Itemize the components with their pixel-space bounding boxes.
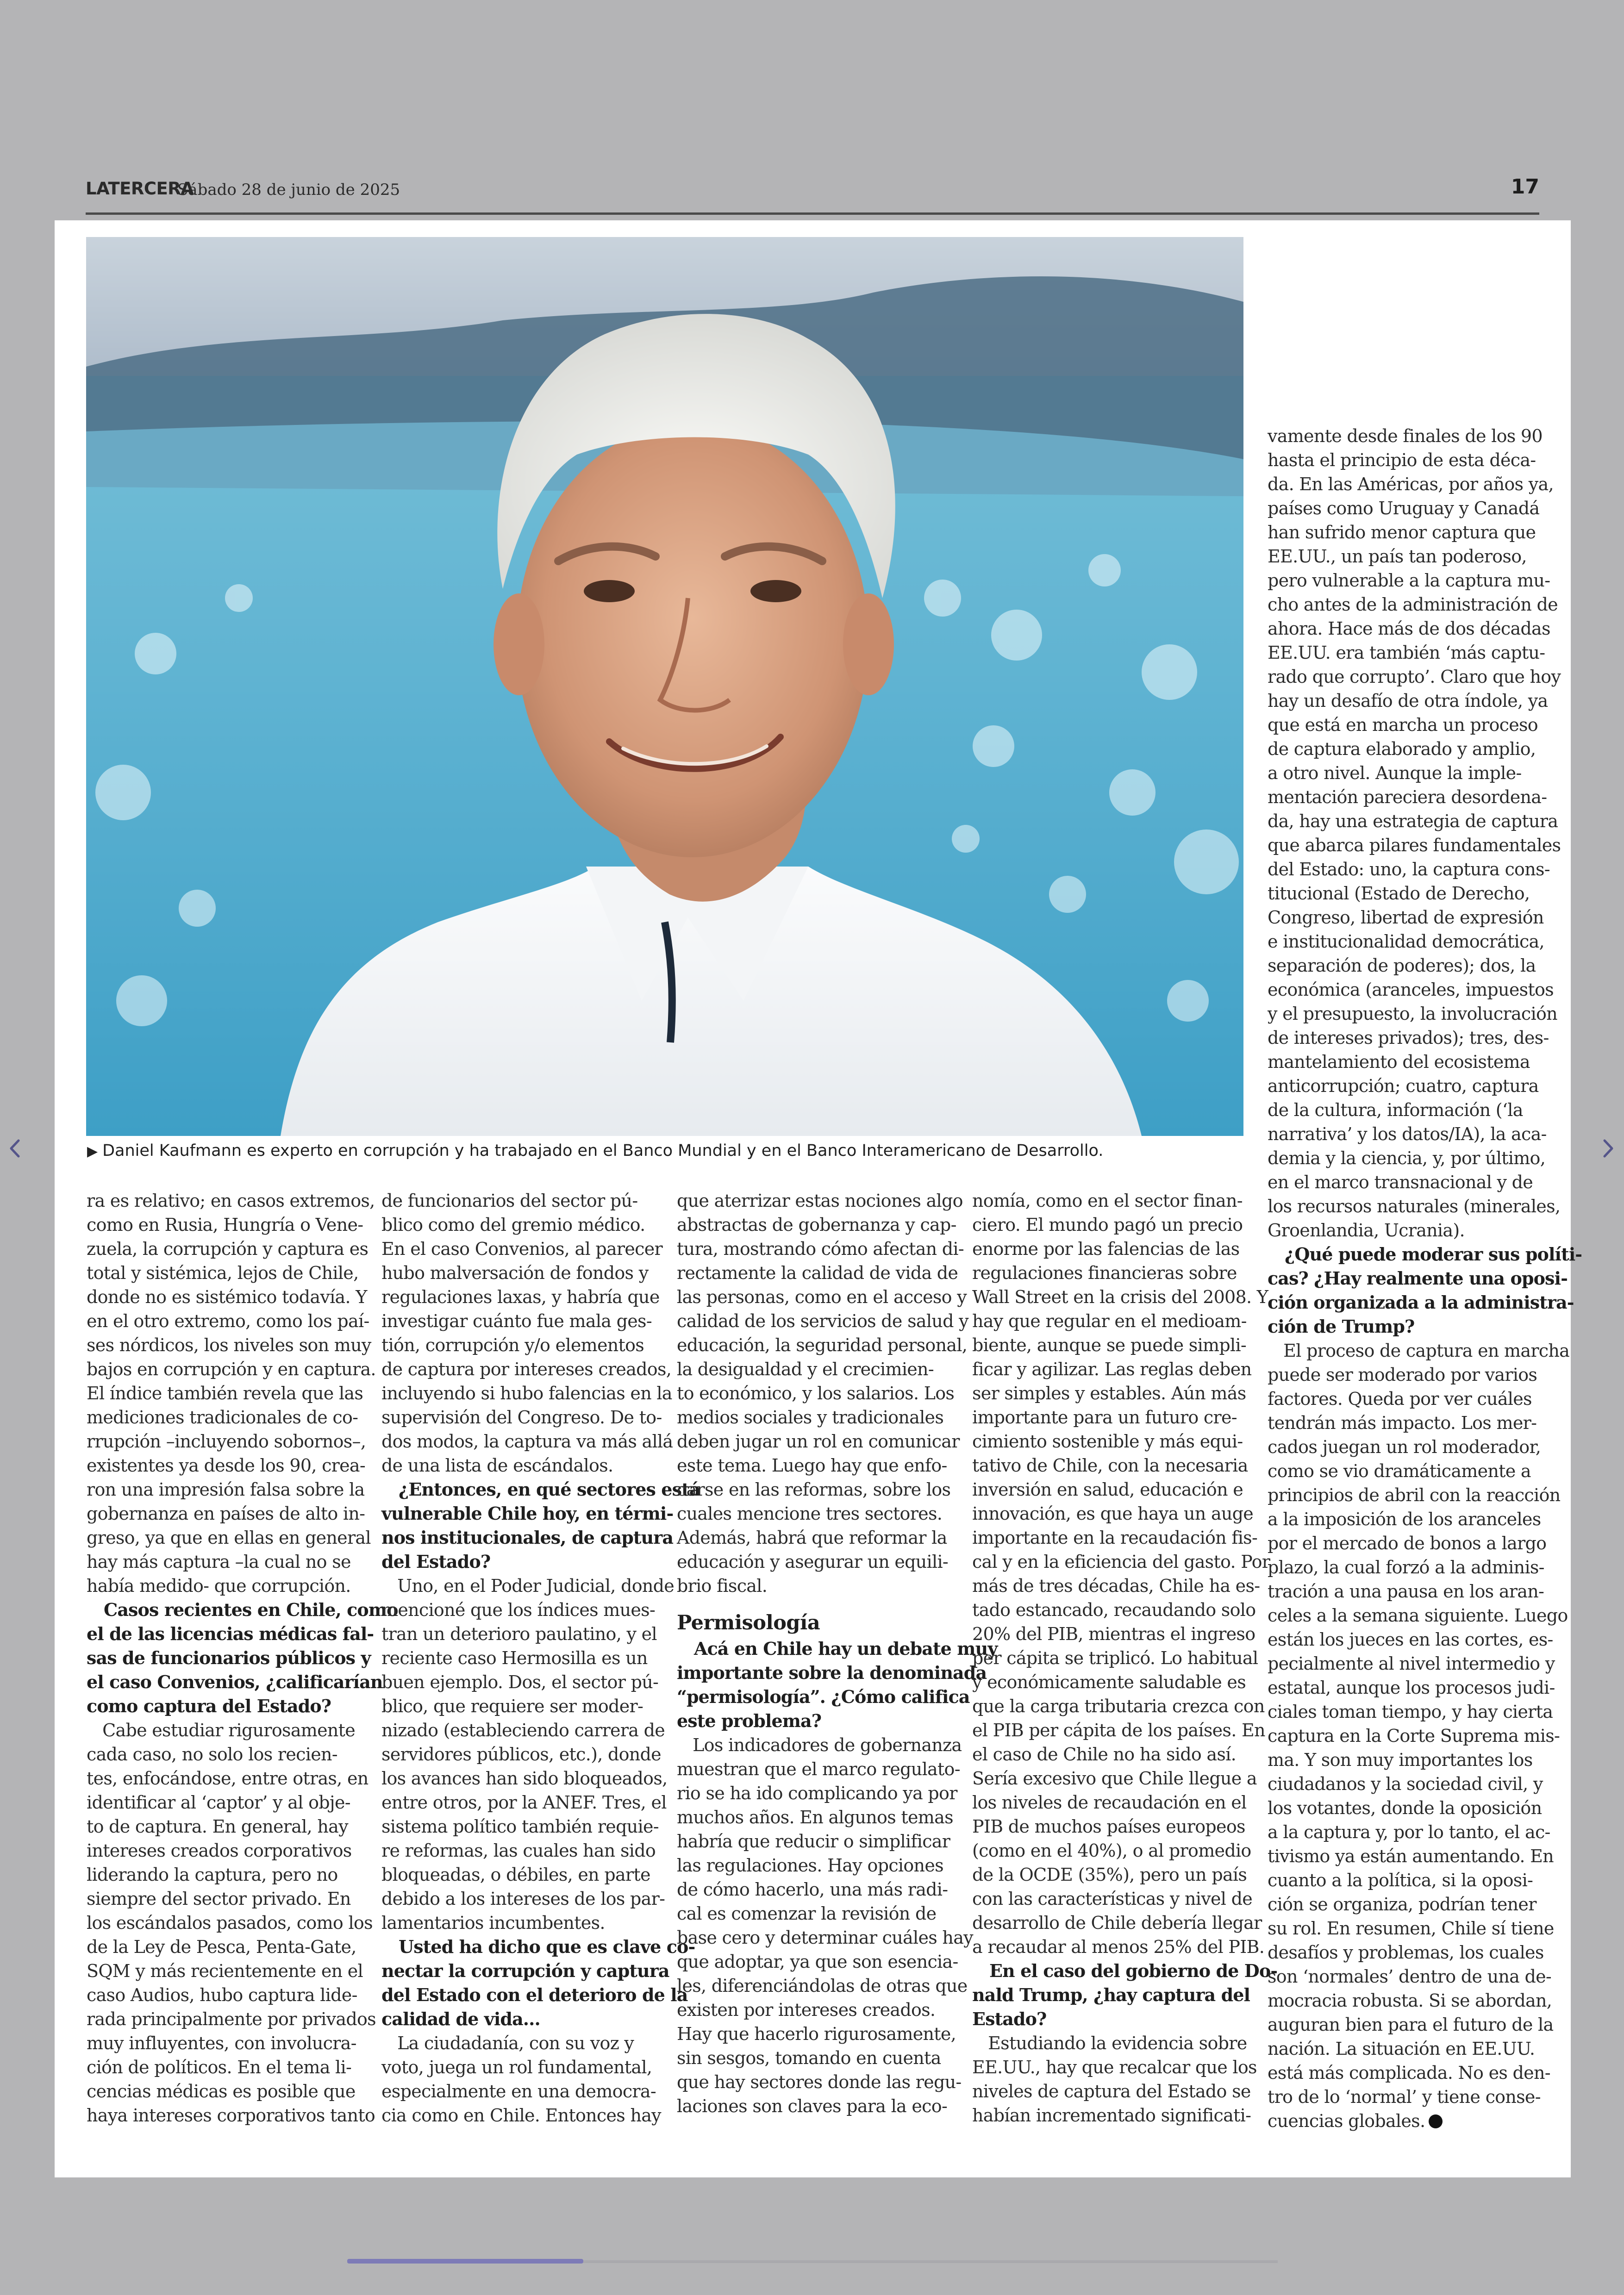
interview-question-line: “permisología”. ¿Cómo califica [677,1686,970,1707]
article-text-line: cia como en Chile. Entonces hay [381,2105,661,2126]
article-text-line: liderando la captura, pero no [87,1865,338,1885]
article-text-line: a otro nivel. Aunque la imple- [1268,763,1522,783]
article-text-line: PIB de muchos países europeos [972,1816,1245,1837]
article-text-line: captura en la Corte Suprema mis- [1268,1726,1560,1746]
article-text-line: los votantes, donde la oposición [1268,1798,1542,1818]
article-text-line: los recursos naturales (minerales, [1268,1196,1561,1216]
article-text-line: 20% del PIB, mientras el ingreso [972,1624,1255,1644]
article-text-line: más de tres décadas, Chile ha es- [972,1576,1260,1596]
article-text-line: en el otro extremo, como los paí- [87,1311,369,1331]
interview-question-line: importante sobre la denominada [677,1662,987,1683]
interview-question-line: del Estado con el deterioro de la [381,1984,688,2005]
interview-question-line: ¿Entonces, en qué sectores está [381,1479,700,1500]
article-text-line: del Estado: uno, la captura cons- [1268,859,1550,879]
article-text-line: los avances han sido bloqueados, [381,1768,668,1789]
article-text-line: de la cultura, información (‘la [1268,1100,1523,1120]
article-text-line: da, hay una estrategia de captura [1268,811,1558,831]
article-text-line: que la carga tributaria crezca con [972,1696,1265,1716]
article-text-line: cuales mencione tres sectores. [677,1503,943,1524]
article-text-line: cimiento sostenible y más equi- [972,1431,1243,1452]
article-text-line: auguran bien para el futuro de la [1268,2014,1554,2035]
article-text-line: los escándalos pasados, como los [87,1913,373,1933]
article-text-line: reciente caso Hermosilla es un [381,1648,648,1668]
article-column-1 [87,1189,398,2127]
article-text-line: EE.UU., un país tan poderoso, [1268,546,1527,567]
article-text-line: supervisión del Congreso. De to- [381,1407,662,1428]
article-text-line: y económicamente saludable es [972,1672,1246,1692]
article-text-line: brio fiscal. [677,1576,768,1596]
article-text-line: educación, la seguridad personal, [677,1335,968,1355]
article-text-line: calidad de los servicios de salud y [677,1311,968,1331]
article-text-line: desafíos y problemas, los cuales [1268,1942,1544,1963]
article-text-line: Además, habrá que reformar la [677,1528,947,1548]
article-text-line: rectamente la calidad de vida de [677,1263,958,1283]
article-text-line: caso Audios, hubo captura lide- [87,1985,357,2005]
article-text-line: la desigualdad y el crecimien- [677,1359,934,1379]
article-text-line: de una lista de escándalos. [381,1455,613,1476]
article-text-line: regulaciones laxas, y habría que [381,1287,660,1307]
article-text-line: las personas, como en el acceso y [677,1287,967,1307]
article-text-line: ses nórdicos, los niveles son muy [87,1335,371,1355]
article-text-line: cuanto a la política, si la oposi- [1268,1870,1533,1890]
article-text-line: rrupción –incluyendo sobornos–, [87,1431,366,1452]
article-text-line: nomía, como en el sector finan- [972,1191,1243,1211]
article-text-line: tran un deterioro paulatino, y el [381,1624,657,1644]
article-text-line: investigar cuánto fue mala ges- [381,1311,652,1331]
article-text-line: ciero. El mundo pagó un precio [972,1215,1243,1235]
article-text-line: que aterrizar estas nociones algo [677,1191,963,1211]
article-text-line: blico como del gremio médico. [381,1215,645,1235]
article-text-line: tión, corrupción y/o elementos [381,1335,644,1355]
article-text-line: hay más captura –la cual no se [87,1552,351,1572]
interview-question-line: Casos recientes en Chile, como [87,1599,398,1620]
article-text-line: como en Rusia, Hungría o Vene- [87,1215,363,1235]
article-text-line: hay un desafío de otra índole, ya [1268,691,1548,711]
caption-marker: ▶ [87,1143,98,1160]
article-text-line: ser simples y estables. Aún más [972,1383,1246,1403]
article-text-line: el caso de Chile no ha sido así. [972,1744,1236,1765]
interview-question-line: sas de funcionarios públicos y [87,1647,371,1668]
article-text-line: importante en la recaudación fis- [972,1528,1258,1548]
article-text-line: con las características y nivel de [972,1889,1253,1909]
interview-question-line: vulnerable Chile hoy, en térmi- [381,1503,674,1524]
article-text-line: servidores públicos, etc.), donde [381,1744,661,1765]
article-text-line: ahora. Hace más de dos décadas [1268,618,1550,639]
article-text-line: nación. La situación en EE.UU. [1268,2039,1535,2059]
article-text-line: entre otros, por la ANEF. Tres, el [381,1792,667,1813]
article-text-line: titucional (Estado de Derecho, [1268,883,1530,904]
chevron-left-icon [5,1132,25,1165]
article-text-line: blico, que requiere ser moder- [381,1696,643,1716]
interview-question-line: nald Trump, ¿hay captura del [972,1984,1250,2005]
article-text-line: identificar al ‘captor’ y al obje- [87,1792,350,1813]
interview-question-line: este problema? [677,1710,822,1731]
article-text-line: ma. Y son muy importantes los [1268,1750,1533,1770]
article-text-line: deben jugar un rol en comunicar [677,1431,960,1452]
next-page-button[interactable] [1598,1132,1618,1165]
article-text-line [677,1598,955,1603]
article-text-line: La ciudadanía, con su voz y [381,2033,634,2053]
article-text-line: Estudiando la evidencia sobre [972,2033,1247,2053]
article-text-line: en el marco transnacional y de [1268,1172,1533,1192]
article-text-line: tado estancado, recaudando solo [972,1600,1256,1620]
article-text-line: Hay que hacerlo rigurosamente, [677,2024,956,2044]
article-text-line: hay que regular en el medioam- [972,1311,1247,1331]
article-text-line: haya intereses corporativos tanto [87,2105,375,2126]
article-text-line: que está en marcha un proceso [1268,715,1538,735]
article-text-line: siempre del sector privado. En [87,1889,351,1909]
interview-question-line: Estado? [972,2008,1047,2029]
interview-question-line: cas? ¿Hay realmente una oposi- [1268,1268,1568,1289]
article-text-line: niveles de captura del Estado se [972,2081,1251,2102]
article-text-line: plazo, la cual forzó a la adminis- [1268,1557,1544,1578]
article-text-line: abstractas de gobernanza y cap- [677,1215,956,1235]
article-text-line: ciales toman tiempo, y hay cierta [1268,1702,1553,1722]
article-text-line: de cómo hacerlo, una más radi- [677,1879,948,1900]
article-text-line: inversión en salud, educación e [972,1479,1243,1500]
article-text-line: narrativa’ y los datos/IA), la aca- [1268,1124,1547,1144]
article-text-line: económica (aranceles, impuestos [1268,979,1554,1000]
article-text-line: cados juegan un rol moderador, [1268,1437,1541,1457]
article-text-line: rado que corrupto’. Claro que hoy [1268,667,1561,687]
article-text-line: existen por intereses creados. [677,2000,936,2020]
interview-question-line: calidad de vida... [381,2008,540,2029]
article-text-line: este tema. Luego hay que enfo- [677,1455,947,1476]
article-text-line: ficar y agilizar. Las reglas deben [972,1359,1252,1379]
article-column-5 [1268,424,1582,2133]
article-text-line: bajos en corrupción y en captura. [87,1359,376,1379]
article-text-line: debido a los intereses de los par- [381,1889,665,1909]
article-text-line: ción se organiza, podrían tener [1268,1894,1537,1915]
article-text-line: cada caso, no solo los recien- [87,1744,337,1765]
article-text-line: muchos años. En algunos temas [677,1807,953,1827]
article-text-line: ciudadanos y la sociedad civil, y [1268,1774,1543,1794]
article-text-line: El proceso de captura en marcha [1268,1341,1570,1361]
article-text-line: existentes ya desde los 90, crea- [87,1455,366,1476]
article-text-line: de intereses privados); tres, des- [1268,1028,1549,1048]
article-text-line: innovación, es que haya un auge [972,1503,1254,1524]
interview-question-line: el caso Convenios, ¿calificarían [87,1671,383,1692]
article-text-line: dos modos, la captura va más allá [381,1431,673,1452]
article-text-line: hasta el principio de esta déca- [1268,450,1536,470]
interview-question-line: nectar la corrupción y captura [381,1960,669,1981]
article-text-line: ra es relativo; en casos extremos, [87,1191,375,1211]
article-text-line: En el caso Convenios, al parecer [381,1239,663,1259]
article-text-line: laciones son claves para la eco- [677,2096,948,2116]
article-text-line: factores. Queda por ver cuáles [1268,1389,1532,1409]
article-text-line: ron una impresión falsa sobre la [87,1479,365,1500]
article-text-line: per cápita se triplicó. Lo habitual [972,1648,1258,1668]
article-text-line: los niveles de recaudación en el [972,1792,1247,1813]
article-text-line: tativo de Chile, con la necesaria [972,1455,1248,1476]
article-text-line: son ‘normales’ dentro de una de- [1268,1966,1552,1987]
article-text-line: desarrollo de Chile debería llegar [972,1913,1262,1933]
article-text-line: cal y en la eficiencia del gasto. Por [972,1552,1270,1572]
article-text-line: a la captura y, por lo tanto, el ac- [1268,1822,1550,1842]
article-text-line: de funcionarios del sector pú- [381,1191,638,1211]
article-text-line: vamente desde finales de los 90 [1268,426,1543,446]
caption-text: Daniel Kaufmann es experto en corrupción y ha trabajado en el Banco Mundial y en el Banco Interamericano de Desarrollo. [102,1141,1104,1160]
article-text-line: mantelamiento del ecosistema [1268,1052,1530,1072]
article-text-line: Congreso, libertad de expresión [1268,907,1544,928]
article-text-line: mentación pareciera desordena- [1268,787,1547,807]
article-text-line: pero vulnerable a la captura mu- [1268,570,1550,591]
article-text-line: las regulaciones. Hay opciones [677,1855,943,1876]
article-text-line: y el presupuesto, la involucración [1268,1004,1557,1024]
article-text-line: había medido- que corrupción. [87,1576,351,1596]
article-column-2 [381,1189,700,2127]
article-text-line: gobernanza en países de alto in- [87,1503,365,1524]
article-text-line: rio se ha ido complicando ya por [677,1783,957,1803]
article-text-line: que abarca pilares fundamentales [1268,835,1561,855]
article-text-line: están los jueces en las cortes, es- [1268,1629,1553,1650]
article-text-line: zuela, la corrupción y captura es [87,1239,369,1259]
article-text-line: mencioné que los índices mues- [381,1600,656,1620]
article-text-line: carse en las reformas, sobre los [677,1479,951,1500]
article-text-line: de la Ley de Pesca, Penta-Gate, [87,1937,356,1957]
article-text-line: como se vio dramáticamente a [1268,1461,1531,1481]
interview-question-line: En el caso del gobierno de Do- [972,1960,1278,1981]
article-text-line: incluyendo si hubo falencias en la [381,1383,672,1403]
article-text-line: re reformas, las cuales han sido [381,1840,656,1861]
article-text-line: el PIB per cápita de los países. En [972,1720,1265,1740]
article-text-line: base cero y determinar cuáles hay [677,1927,973,1948]
article-text-line: enorme por las falencias de las [972,1239,1240,1259]
article-text-line: pecialmente al nivel intermedio y [1268,1653,1555,1674]
article-text-line: a la imposición de los aranceles [1268,1509,1541,1529]
article-text-line: (como en el 40%), o al promedio [972,1840,1251,1861]
article-text-line: puede ser moderado por varios [1268,1365,1537,1385]
interview-question-line: ción de Trump? [1268,1316,1415,1337]
interview-question-line: nos institucionales, de captura [381,1527,674,1548]
article-text-line: celes a la semana siguiente. Luego [1268,1605,1568,1626]
article-text-line: han sufrido menor captura que [1268,522,1536,543]
article-text-line: por el mercado de bonos a largo [1268,1533,1547,1553]
article-text-line: muy influyentes, con involucra- [87,2033,356,2053]
article-text-line: intereses creados corporativos [87,1840,352,1861]
page-scrollbar-thumb[interactable] [347,2259,583,2264]
article-text-line: estatal, aunque los procesos judi- [1268,1678,1555,1698]
article-text-line: voto, juega un rol fundamental, [381,2057,652,2077]
article-text-line: sin sesgos, tomando en cuenta [677,2048,941,2068]
article-text-line: de la OCDE (35%), pero un país [972,1865,1247,1885]
article-text-line: donde no es sistémico todavía. Y [87,1287,367,1307]
article-text-line: medios sociales y tradicionales [677,1407,944,1428]
interview-question-line: el de las licencias médicas fal- [87,1623,374,1644]
portrait-illustration [86,237,1243,1136]
interview-question-line: Usted ha dicho que es clave co- [381,1936,695,1957]
article-text-line: total y sistémica, lejos de Chile, [87,1263,359,1283]
article-text-line: ción de políticos. En el tema li- [87,2057,352,2077]
article-text-line: rada principalmente por privados [87,2009,376,2029]
interview-question-line: ¿Qué puede moderar sus políti- [1268,1244,1582,1265]
article-text-line: da. En las Américas, por años ya, [1268,474,1554,494]
article-text-line: habían incrementado significati- [972,2105,1251,2126]
article-text-line: EE.UU. era también ‘más captu- [1268,642,1545,663]
previous-page-button[interactable] [5,1132,25,1165]
article-text-line: sistema político también requie- [381,1816,659,1837]
article-text-line: El índice también revela que las [87,1383,363,1403]
article-text-line: anticorrupción; cuatro, captura [1268,1076,1539,1096]
article-text-line: separación de poderes); dos, la [1268,955,1536,976]
article-text-line: lamentarios incumbentes. [381,1913,605,1933]
article-text-line: cuencias globales. [1268,2109,1545,2133]
article-text-line: demia y la ciencia, y, por último, [1268,1148,1546,1168]
article-text-line: importante para un futuro cre- [972,1407,1237,1428]
article-text-line: cho antes de la administración de [1268,594,1558,615]
interview-question-line: Acá en Chile hay un debate muy [677,1638,998,1659]
article-text-line: to de captura. En general, hay [87,1816,348,1837]
article-text-line: to económico, y los salarios. Los [677,1383,955,1403]
article-text-line: tración a una pausa en los aran- [1268,1581,1544,1602]
article-text-line: hubo malversación de fondos y [381,1263,649,1283]
article-text-line: regulaciones financieras sobre [972,1263,1237,1283]
article-text-line: de captura por intereses creados, [381,1359,672,1379]
newspaper-brand: LATERCERA [86,179,194,199]
chevron-right-icon [1598,1132,1618,1165]
article-column-4 [972,1189,1278,2127]
article-text-line: principios de abril con la reacción [1268,1485,1561,1505]
article-text-line: Sería excesivo que Chile llegue a [972,1768,1257,1789]
article-text-line: tura, mostrando cómo afectan di- [677,1239,964,1259]
article-text-line: de captura elaborado y amplio, [1268,739,1536,759]
photo-caption [87,1141,1244,1169]
interview-question-line: del Estado? [381,1551,491,1572]
article-text-line: tendrán más impacto. Los mer- [1268,1413,1537,1433]
article-text-line: países como Uruguay y Canadá [1268,498,1540,518]
article-text-line: Los indicadores de gobernanza [677,1735,962,1755]
section-heading: Permisología [677,1611,820,1634]
end-of-article-mark [1429,2114,1443,2128]
page-number: 17 [1511,175,1539,199]
article-text-line: Cabe estudiar rigurosamente [87,1720,356,1740]
article-text-line: nizado (estableciendo carrera de [381,1720,665,1740]
article-text-line: a recaudar al menos 25% del PIB. [972,1937,1265,1957]
article-text-line: bloqueadas, o débiles, en parte [381,1865,650,1885]
article-text-line: buen ejemplo. Dos, el sector pú- [381,1672,659,1692]
article-text-line: está más complicada. No es den- [1268,2063,1550,2083]
article-text-line: Wall Street en la crisis del 2008. Y [972,1287,1268,1307]
article-text-line: cencias médicas es posible que [87,2081,356,2102]
article-text-line: que adoptar, ya que son esencia- [677,1952,958,1972]
article-text-line: SQM y más recientemente en el [87,1961,363,1981]
article-text-line: que hay sectores donde las regu- [677,2072,962,2092]
article-text-line: habría que reducir o simplificar [677,1831,950,1852]
article-text-line: les, diferenciándolas de otras que [677,1976,968,1996]
article-text-line: mocracia robusta. Si se abordan, [1268,1990,1552,2011]
article-text-line: su rol. En resumen, Chile sí tiene [1268,1918,1554,1939]
article-column-3 [677,1189,998,2118]
portrait-photo [86,237,1243,1136]
issue-date: Sábado 28 de junio de 2025 [177,181,400,199]
interview-question-line: como captura del Estado? [87,1696,331,1716]
article-text-line: greso, ya que en ellas en general [87,1528,371,1548]
article-text-line: educación y asegurar un equili- [677,1552,949,1572]
article-text-line: Groenlandia, Ucrania). [1268,1220,1465,1241]
article-text-line: muestran que el marco regulato- [677,1759,960,1779]
article-text-line: tivismo ya están aumentando. En [1268,1846,1554,1866]
page-header [86,175,1539,215]
article-text-line: tro de lo ‘normal’ y tiene conse- [1268,2087,1541,2107]
article-text-line: EE.UU., hay que recalcar que los [972,2057,1257,2077]
article-text-line: Uno, en el Poder Judicial, donde [381,1576,675,1596]
article-text-line: cal es comenzar la revisión de [677,1903,937,1924]
article-text-line: mediciones tradicionales de co- [87,1407,358,1428]
interview-question-line: ción organizada a la administra- [1268,1292,1574,1313]
article-text-line: especialmente en una democra- [381,2081,656,2102]
newspaper-page [55,220,1582,2177]
article-text-line: biente, aunque se puede simpli- [972,1335,1247,1355]
article-text-line: e institucionalidad democrática, [1268,931,1544,952]
article-text-line: tes, enfocándose, entre otras, en [87,1768,369,1789]
